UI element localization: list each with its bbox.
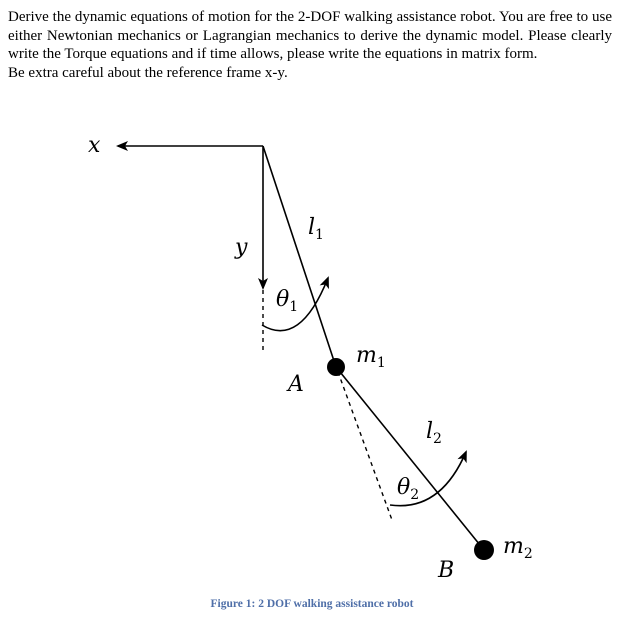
- link-2-label: l2: [426, 419, 442, 447]
- theta-1-label: θ1: [276, 287, 299, 315]
- link-1-label: l1: [308, 215, 324, 243]
- problem-paragraph: Derive the dynamic equations of motion for the 2-DOF walking assistance robot. You are free to use either Newtonian mechanics or Lagrangian mechanics to derive the dynamic model. Please clearly write the Torque equations and if time allows, please write the equations in matrix form.: [8, 9, 612, 62]
- link-1: [263, 146, 336, 367]
- mass-2-dot: [474, 540, 494, 560]
- problem-note: Be extra careful about the reference frame x-y.: [8, 64, 288, 81]
- point-a-label: A: [288, 372, 304, 397]
- mass-1-label: m1: [356, 343, 386, 371]
- y-axis-label: y: [235, 235, 248, 260]
- mass-2-label: m2: [503, 534, 533, 562]
- figure-caption: Figure 1: 2 DOF walking assistance robot: [210, 598, 414, 610]
- point-b-label: B: [438, 558, 455, 583]
- mass-1-dot: [327, 358, 345, 376]
- link-2: [336, 367, 484, 550]
- x-axis-label: x: [88, 133, 101, 158]
- link-1-extension-dashed: [338, 372, 392, 520]
- theta-2-label: θ2: [397, 475, 420, 503]
